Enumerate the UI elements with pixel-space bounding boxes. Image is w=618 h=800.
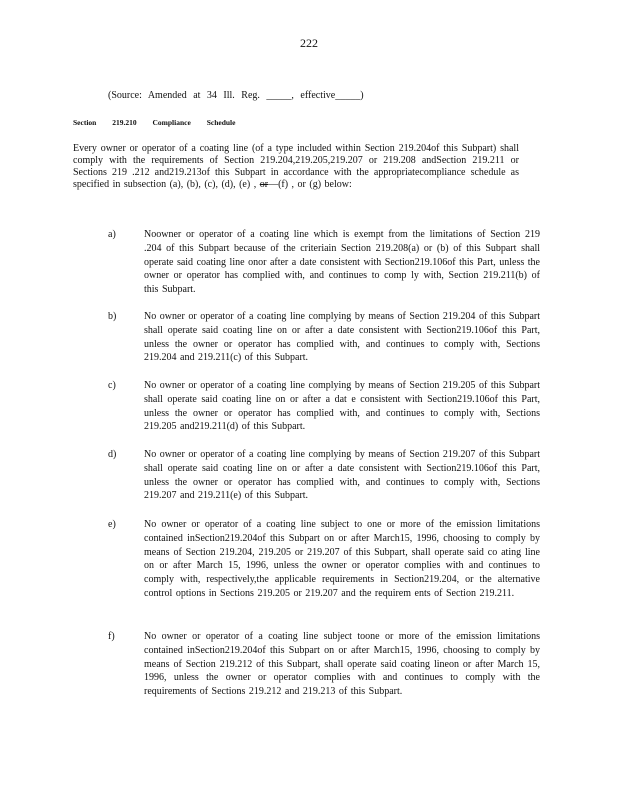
subsection-text: No owner or operator of a coating line complying by means of Section 219.207 of this Subpart shall operate said coating line on or after a date consistent with Section219.106of this Part, unless the owner or operator has complied with, and continues to comply with, Sections 219.207 and 219.211(e) of this Subpart. xyxy=(144,449,540,502)
subsection-letter: d) xyxy=(108,449,117,460)
subsection-text: No owner or operator of a coating line complying by means of Section 219.204 of this Subpart shall operate said coating line on or after a date consistent with Section219.106of this Part, unless the owner or operator has complied with, and continues to comply with, Sections 219.204 and 219.211(c) of this Subpart. xyxy=(144,311,540,364)
subsection-text: Noowner or operator of a coating line which is exempt from the limitations of Section 219 .204 of this Subpart because of the criteriain Section 219.208(a) or (b) of this Subpart shall operate said coating line onor after a date consistent with Section219.106of this Part, unless the owner or operator has complied with, and continues to comp ly with, Section 219.211(b) of this Subpart. xyxy=(144,229,540,296)
subsection-text: No owner or operator of a coating line subject to one or more of the emission limitations contained inSection219.204of this Subpart on or after March15, 1996, choosing to comply by means of Section 219.204, 219.205 or 219.207 of this Subpart, shall operate said co ating line on or after March 15, 1996, unless the owner or operator complies with and continues to comply with, respectively,the applicable requirements in Section219.204, or the alternative control options in Sections 219.205 or 219.207 and the requirem ents of Section 219.211. xyxy=(144,519,540,599)
struck-text: or xyxy=(259,179,269,190)
subsection-letter: c) xyxy=(108,380,116,391)
subsection-c xyxy=(108,379,540,434)
section-heading xyxy=(73,118,249,127)
section-title: Compliance xyxy=(152,118,191,127)
subsection-text: No owner or operator of a coating line complying by means of Section 219.205 of this Subpart shall operate said coating line on or after a dat e consistent with Section219.106of this Part, unless the owner or operator has complied with, and continues to comply with, Sections 219.205 and219.211(d) of this Subpart. xyxy=(144,380,540,433)
intro-paragraph xyxy=(73,143,519,191)
section-label: Section xyxy=(73,118,97,127)
subsection-d xyxy=(108,448,540,503)
intro-text: Every owner or operator of a coating line (of a type included within Section 219.204of this Subpart) shall comply with the requirements of Section 219.204,219.205,219.207 or 219.208 andSection 219.211 or Sections 219 .212 and219.213of this Subpart in accordance with the appropriatecompliance schedule as specified in subsection (a), (b), (c), (d), (e) , xyxy=(73,143,519,190)
subsection-f xyxy=(108,630,540,699)
subsection-a xyxy=(108,228,540,297)
subsection-text: No owner or operator of a coating line subject toone or more of the emission limitations contained inSection219.204of this Subpart on or after March15, 1996, choosing to comply by means of Section 219.212 of this Subpart, shall operate said coating lineon or after March 15, 1996, unless the owner or operator complies with and continues to comply with the requirements of Sections 219.212 and 219.213 of this Subpart. xyxy=(144,631,540,698)
subsection-e xyxy=(108,518,540,601)
page-number: 222 xyxy=(300,36,318,50)
subsection-letter: e) xyxy=(108,519,116,530)
intro-text-end: —(f) , or (g) below: xyxy=(268,179,352,190)
section-number: 219.210 xyxy=(112,118,137,127)
section-subtitle: Schedule xyxy=(206,118,236,127)
subsection-letter: f) xyxy=(108,631,115,642)
subsection-letter: a) xyxy=(108,229,116,240)
subsection-letter: b) xyxy=(108,311,117,322)
source-note: (Source: Amended at 34 Ill. Reg. _____, effective_____) xyxy=(108,90,364,101)
subsection-b xyxy=(108,310,540,365)
